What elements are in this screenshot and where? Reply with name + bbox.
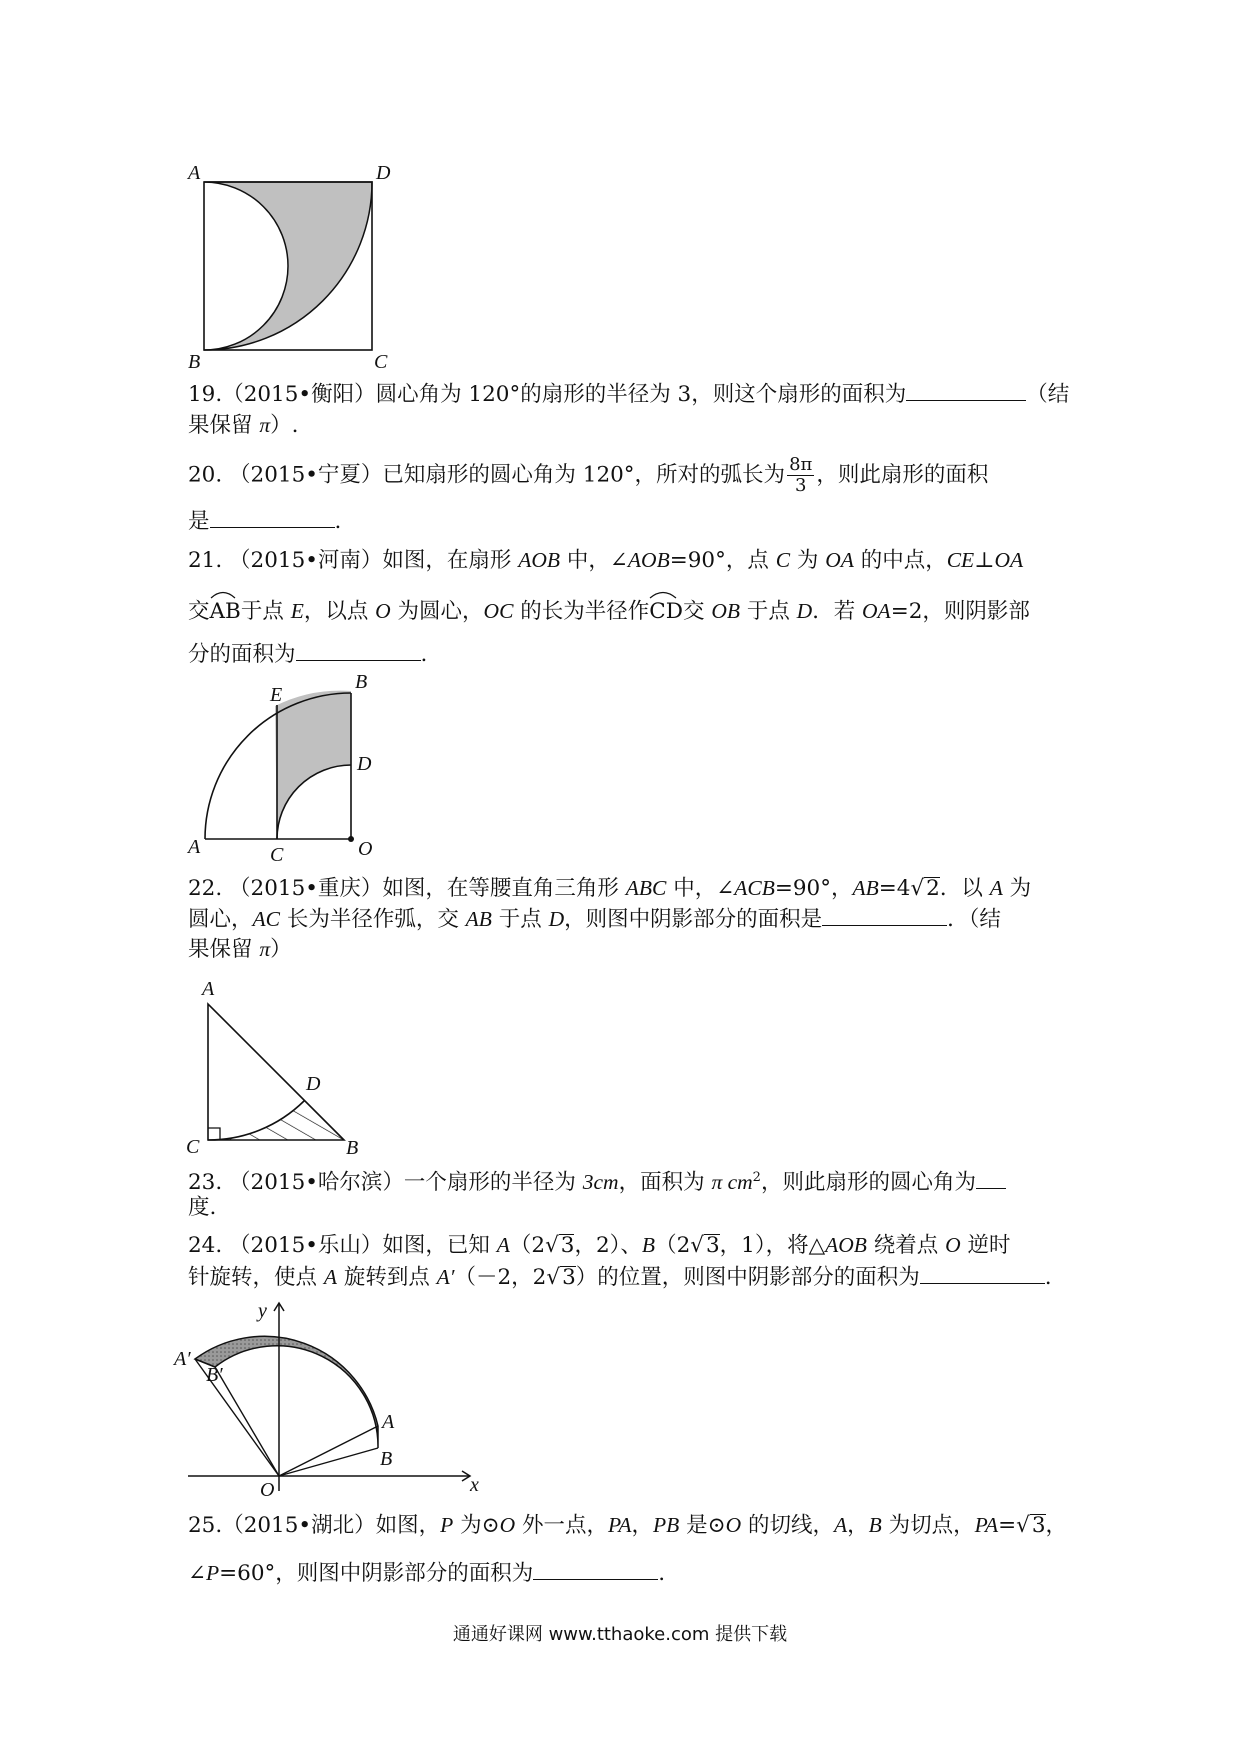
arc-cd: CD xyxy=(649,593,683,627)
q22-line2: 圆心，AC 长为半径作弧，交 AB 于点 D，则图中阴影部分的面积是 ．（结 xyxy=(188,907,1001,932)
answer-blank-q25[interactable] xyxy=(533,1559,658,1580)
q21-line2: 交 AB于点 E，以点 O 为圆心，OC 的长为半径作 CD交 OB 于点 D．若 OA=2，则阴影部 xyxy=(188,593,1030,627)
label-b: B xyxy=(346,1137,359,1159)
label-d: D xyxy=(357,753,372,775)
label-b: B xyxy=(188,351,201,373)
label-c: C xyxy=(270,844,284,866)
page-footer: 通通好课网 www.tthaoke.com 提供下载 xyxy=(452,1624,788,1645)
answer-blank-q19[interactable] xyxy=(906,380,1026,401)
q20-line2: 是 . xyxy=(188,509,342,534)
label-b-prime: B′ xyxy=(206,1364,223,1386)
q19-line1: 19.（2015•衡阳）圆心角为 120°的扇形的半径为 3，则这个扇形的面积为 （结 xyxy=(188,382,1070,407)
q22-line1: 22. （2015•重庆）如图，在等腰直角三角形 ABC 中，∠ACB=90°，AB=4√2．以 A 为 xyxy=(188,876,1032,901)
label-d: D xyxy=(376,162,391,184)
shaded-ring xyxy=(195,1336,378,1448)
q23-line1: 23. （2015•哈尔滨）一个扇形的半径为 3cm，面积为 π $cm^2$，则此扇形的圆心角为 xyxy=(188,1163,1006,1198)
label-a: A xyxy=(188,162,201,184)
q25-line1: 25.（2015•湖北）如图，P 为⊙O 外一点，PA，PB 是⊙O 的切线，A，B 为切点，PA=√3， xyxy=(188,1513,1068,1538)
answer-blank-q20[interactable] xyxy=(210,507,335,528)
label-b: B xyxy=(355,671,368,693)
figure-q24 xyxy=(174,1295,490,1501)
label-d: D xyxy=(306,1073,321,1095)
q19-line2: 果保留 π）. xyxy=(188,413,299,438)
label-c: C xyxy=(374,351,388,373)
triangle-abc xyxy=(208,1004,344,1140)
answer-blank-q24[interactable] xyxy=(920,1263,1045,1284)
answer-blank-q23[interactable] xyxy=(976,1168,1006,1189)
label-a-prime: A′ xyxy=(174,1348,191,1370)
answer-blank-q22[interactable] xyxy=(822,905,947,926)
right-angle-mark xyxy=(208,1128,220,1140)
shaded-region xyxy=(275,691,351,839)
label-b: B xyxy=(380,1448,393,1470)
q20-line1: 20. （2015•宁夏）已知扇形的圆心角为 120°，所对的弧长为 $\frac{8\pi}{3}$ ，则此扇形的面积 xyxy=(188,454,989,496)
arc-ab: AB xyxy=(210,593,241,627)
shaded-region xyxy=(204,182,372,350)
point-o xyxy=(348,836,354,842)
segment-ob-prime xyxy=(215,1367,279,1476)
label-c: C xyxy=(186,1136,200,1158)
figure-q18 xyxy=(180,160,391,373)
label-x: x xyxy=(470,1474,479,1496)
label-a: A xyxy=(188,836,201,858)
segment-ob xyxy=(279,1448,378,1476)
label-a: A xyxy=(382,1411,395,1433)
label-o: O xyxy=(260,1479,275,1501)
label-a: A xyxy=(202,978,215,1000)
q23-line2: 度. xyxy=(188,1195,217,1220)
q21-line1: 21. （2015•河南）如图，在扇形 AOB 中，∠AOB=90°，点 C 为 OA 的中点，CE⊥OA xyxy=(188,548,1024,573)
label-o: O xyxy=(358,838,373,860)
q25-line2: ∠P=60°，则图中阴影部分的面积为 . xyxy=(188,1561,666,1586)
figure-q22 xyxy=(180,965,380,1159)
answer-blank-q21[interactable] xyxy=(296,640,421,661)
q24-line2: 针旋转，使点 A 旋转到点 A′（－2，2√3）的位置，则图中阴影部分的面积为 . xyxy=(188,1265,1052,1290)
q22-line3: 果保留 π） xyxy=(188,937,292,962)
q24-line1: 24. （2015•乐山）如图，已知 A（2√3，2）、B（2√3，1），将△AOB 绕着点 O 逆时 xyxy=(188,1233,1011,1258)
fraction-8pi-3: $\frac{8\pi}{3}$ xyxy=(789,454,813,496)
q21-line3: 分的面积为 . xyxy=(188,642,428,667)
figure-q21 xyxy=(180,671,390,866)
label-e: E xyxy=(270,684,283,706)
segment-oa xyxy=(279,1426,378,1476)
label-y: y xyxy=(258,1300,267,1322)
